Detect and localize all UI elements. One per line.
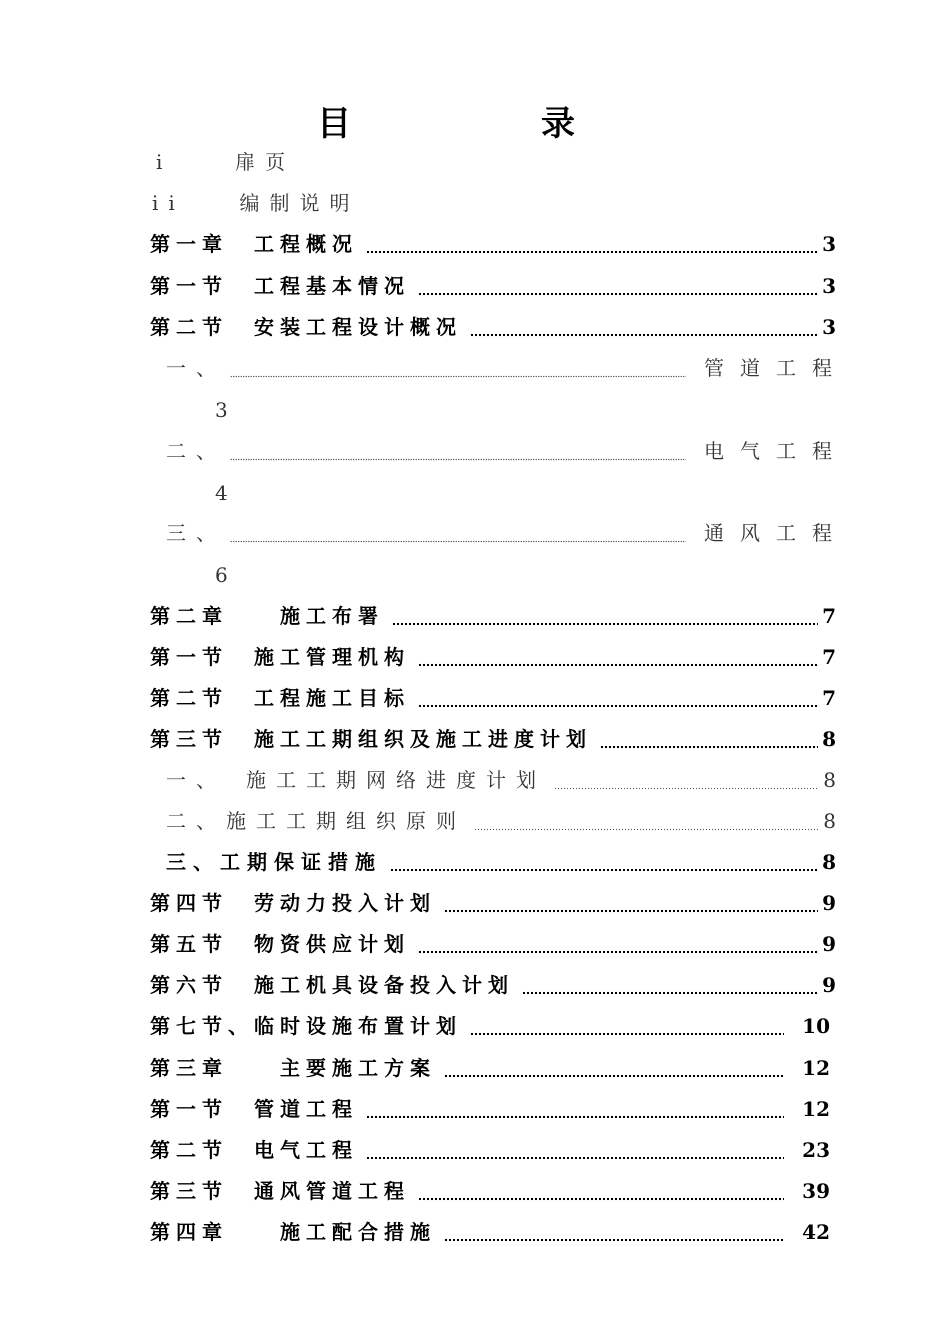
front-item-2	[152, 189, 360, 217]
toc-entry-page: 3	[822, 315, 836, 339]
toc-entry-page: 42	[802, 1220, 830, 1244]
front-item-1	[156, 148, 295, 176]
dot-leader	[444, 1218, 784, 1246]
toc-subentry-prefix: 二、	[166, 439, 226, 463]
toc-entry[interactable]	[150, 889, 836, 917]
toc-subentry-page: 8	[823, 768, 836, 792]
toc-entry-page: 7	[822, 686, 836, 710]
toc-entry-label: 第三节 施工工期组织及施工进度计划	[150, 727, 592, 751]
toc-subentry[interactable]	[166, 354, 848, 382]
toc-subentry[interactable]	[166, 766, 836, 794]
dot-leader	[418, 272, 818, 300]
toc-entry[interactable]	[150, 930, 836, 958]
dot-leader	[554, 766, 818, 794]
toc-entry[interactable]	[166, 848, 836, 876]
toc-entry-page: 39	[802, 1179, 830, 1203]
toc-subentry-label: 电气工程	[704, 439, 848, 463]
toc-subentry-label: 通风工程	[704, 521, 848, 545]
toc-entry-page: 23	[802, 1138, 830, 1162]
toc-subentry-page: 6	[215, 563, 228, 587]
toc-entry-page: 12	[802, 1056, 830, 1080]
toc-entry-page: 10	[802, 1014, 830, 1038]
dot-leader	[600, 725, 818, 753]
toc-entry-label: 第四节 劳动力投入计划	[150, 891, 436, 915]
dot-leader	[418, 930, 818, 958]
dot-leader	[230, 519, 686, 547]
toc-entry-label: 第六节 施工机具设备投入计划	[150, 973, 514, 997]
toc-subentry[interactable]	[166, 807, 836, 835]
toc-entry[interactable]	[150, 272, 836, 300]
dot-leader	[522, 971, 818, 999]
toc-entry-page: 8	[822, 727, 836, 751]
front-item-label: 扉页	[235, 150, 296, 174]
toc-entry[interactable]	[150, 230, 836, 258]
dot-leader	[366, 1095, 784, 1123]
toc-entry-label: 第二节 安装工程设计概况	[150, 315, 462, 339]
page-title: 目 录	[317, 104, 653, 144]
toc-entry-page: 3	[822, 232, 836, 256]
toc-entry[interactable]	[150, 313, 836, 341]
toc-entry-label: 第一章 工程概况	[150, 232, 358, 256]
toc-entry-label: 第二节 电气工程	[150, 1138, 358, 1162]
toc-subentry-page: 8	[823, 809, 836, 833]
toc-entry-label: 第一节 施工管理机构	[150, 645, 410, 669]
toc-entry-page: 9	[822, 891, 836, 915]
dot-leader	[366, 230, 818, 258]
toc-entry-label: 三、工期保证措施	[166, 850, 382, 874]
toc-entry[interactable]	[150, 643, 836, 671]
toc-entry-label: 第五节 物资供应计划	[150, 932, 410, 956]
front-item-num: i	[156, 150, 173, 174]
toc-entry[interactable]	[150, 1054, 830, 1082]
toc-entry-label: 第三章 主要施工方案	[150, 1056, 436, 1080]
toc-entry-label: 第一节 工程基本情况	[150, 274, 410, 298]
dot-leader	[444, 889, 818, 917]
front-item-num: ii	[152, 191, 185, 215]
toc-entry[interactable]	[150, 1177, 830, 1205]
dot-leader	[392, 602, 818, 630]
dot-leader	[390, 848, 818, 876]
toc-subentry-page: 4	[215, 481, 228, 505]
dot-leader	[418, 1177, 784, 1205]
dot-leader	[474, 807, 818, 835]
toc-entry-label: 第一节 管道工程	[150, 1097, 358, 1121]
toc-subentry[interactable]	[166, 437, 848, 465]
dot-leader	[470, 313, 818, 341]
dot-leader	[230, 354, 686, 382]
toc-entry[interactable]	[150, 971, 836, 999]
toc-entry-page: 7	[822, 604, 836, 628]
toc-entry-label: 第三节 通风管道工程	[150, 1179, 410, 1203]
toc-entry-page: 9	[822, 973, 836, 997]
toc-subentry[interactable]	[166, 519, 848, 547]
dot-leader	[470, 1012, 784, 1040]
toc-subentry-label: 二、施工工期组织原则	[166, 809, 466, 833]
toc-subentry-page: 3	[215, 398, 228, 422]
toc-entry[interactable]	[150, 684, 836, 712]
toc-entry[interactable]	[150, 1012, 830, 1040]
toc-subentry-label: 管道工程	[704, 356, 848, 380]
toc-entry-label: 第四章 施工配合措施	[150, 1220, 436, 1244]
toc-entry-page: 8	[822, 850, 836, 874]
front-item-label: 编制说明	[239, 191, 360, 215]
toc-subentry-prefix: 三、	[166, 521, 226, 545]
toc-subentry-prefix: 一、	[166, 356, 226, 380]
dot-leader	[418, 684, 818, 712]
toc-entry-page: 9	[822, 932, 836, 956]
dot-leader	[230, 437, 686, 465]
toc-entry[interactable]	[150, 602, 836, 630]
toc-entry[interactable]	[150, 1218, 830, 1246]
dot-leader	[444, 1054, 784, 1082]
toc-subentry-label: 一、 施工工期网络进度计划	[166, 768, 546, 792]
dot-leader	[366, 1136, 784, 1164]
dot-leader	[418, 643, 818, 671]
toc-entry[interactable]	[150, 1136, 830, 1164]
toc-entry-label: 第二节 工程施工目标	[150, 686, 410, 710]
toc-entry-page: 12	[802, 1097, 830, 1121]
toc-entry[interactable]	[150, 725, 836, 753]
toc-entry-page: 7	[822, 645, 836, 669]
toc-entry-page: 3	[822, 274, 836, 298]
toc-entry-label: 第二章 施工布署	[150, 604, 384, 628]
toc-entry[interactable]	[150, 1095, 830, 1123]
toc-entry-label: 第七节、临时设施布置计划	[150, 1014, 462, 1038]
